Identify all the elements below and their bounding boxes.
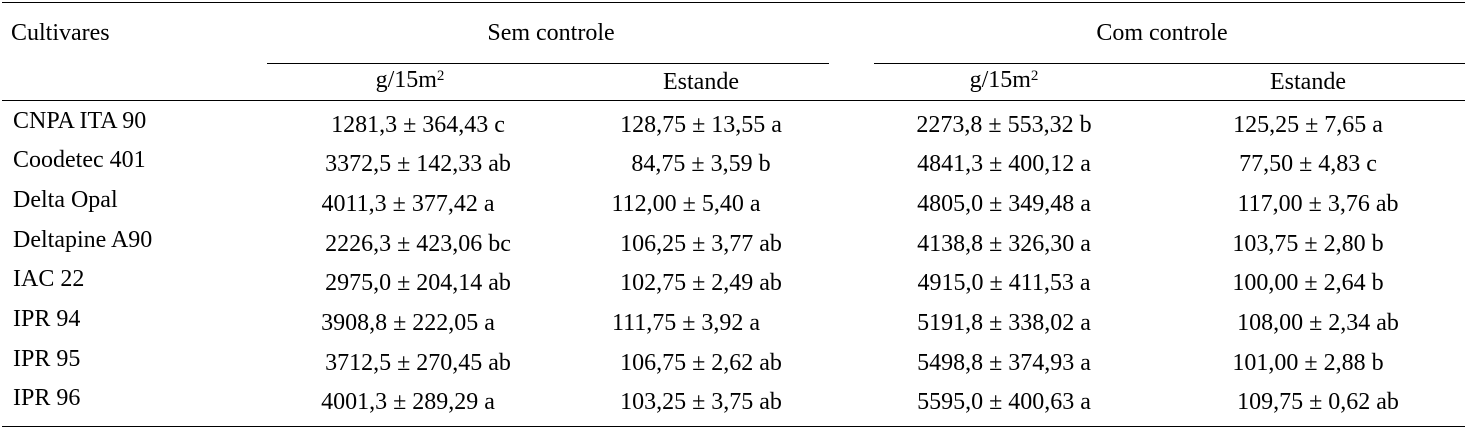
com-estande-value: 77,50 ± 4,83 c	[1239, 151, 1377, 177]
com-estande-value: 117,00 ± 3,76 ab	[1237, 191, 1399, 217]
subheader-sem-estande: Estande	[663, 69, 739, 95]
cultivar-name: Delta Opal	[13, 187, 118, 213]
sem-estande-value: 84,75 ± 3,59 b	[631, 151, 771, 177]
sem-estande-value: 112,00 ± 5,40 a	[611, 191, 761, 217]
com-estande-value: 108,00 ± 2,34 ab	[1237, 310, 1399, 336]
com-g-value: 4915,0 ± 411,53 a	[917, 270, 1091, 296]
sem-g-value: 3908,8 ± 222,05 a	[321, 310, 495, 336]
unit-base: g/15m	[375, 67, 437, 93]
com-estande-value: 109,75 ± 0,62 ab	[1237, 389, 1399, 415]
bottom-rule	[2, 426, 1465, 427]
com-g-value: 4841,3 ± 400,12 a	[917, 151, 1091, 177]
sem-g-value: 1281,3 ± 364,43 c	[331, 112, 505, 138]
header-com-controle: Com controle	[1096, 20, 1228, 46]
com-g-value: 2273,8 ± 553,32 b	[916, 112, 1092, 138]
com-g-value: 5498,8 ± 374,93 a	[917, 350, 1091, 376]
sem-g-value: 4011,3 ± 377,42 a	[321, 191, 495, 217]
group-rule-sem	[267, 63, 829, 64]
sem-g-value: 2226,3 ± 423,06 bc	[325, 231, 511, 257]
subheader-com-estande: Estande	[1270, 69, 1346, 95]
header-cultivares: Cultivares	[11, 20, 110, 46]
cultivar-name: IPR 96	[13, 385, 81, 411]
com-g-value: 4138,8 ± 326,30 a	[917, 231, 1091, 257]
unit-base: g/15m	[969, 67, 1031, 93]
com-estande-value: 103,75 ± 2,80 b	[1232, 231, 1384, 257]
group-rule-com	[874, 63, 1465, 64]
subheader-sem-g15m2	[376, 66, 445, 94]
com-g-value: 5191,8 ± 338,02 a	[917, 310, 1091, 336]
subheader-com-g15m2	[970, 66, 1039, 94]
unit-superscript: 2	[1030, 68, 1039, 84]
sem-estande-value: 128,75 ± 13,55 a	[620, 112, 782, 138]
cultivar-name: IPR 94	[13, 306, 81, 332]
sem-estande-value: 111,75 ± 3,92 a	[611, 310, 761, 336]
com-g-value: 5595,0 ± 400,63 a	[917, 389, 1091, 415]
com-estande-value: 101,00 ± 2,88 b	[1232, 350, 1384, 376]
sem-g-value: 3712,5 ± 270,45 ab	[325, 350, 511, 376]
top-rule	[2, 2, 1465, 3]
sem-g-value: 2975,0 ± 204,14 ab	[325, 270, 511, 296]
sem-g-value: 3372,5 ± 142,33 ab	[325, 151, 511, 177]
cultivar-name: IAC 22	[13, 266, 85, 292]
sem-estande-value: 103,25 ± 3,75 ab	[620, 389, 782, 415]
sem-estande-value: 106,25 ± 3,77 ab	[620, 231, 782, 257]
sem-estande-value: 102,75 ± 2,49 ab	[620, 270, 782, 296]
sem-g-value: 4001,3 ± 289,29 a	[321, 389, 495, 415]
cultivar-name: Deltapine A90	[13, 227, 153, 253]
com-g-value: 4805,0 ± 349,48 a	[917, 191, 1091, 217]
header-sem-controle: Sem controle	[487, 20, 615, 46]
header-bottom-rule	[2, 100, 1465, 101]
cultivar-name: CNPA ITA 90	[13, 108, 147, 134]
com-estande-value: 100,00 ± 2,64 b	[1232, 270, 1384, 296]
cultivar-name: Coodetec 401	[13, 147, 146, 173]
sem-estande-value: 106,75 ± 2,62 ab	[620, 350, 782, 376]
cultivar-name: IPR 95	[13, 346, 81, 372]
com-estande-value: 125,25 ± 7,65 a	[1233, 112, 1383, 138]
unit-superscript: 2	[436, 68, 445, 84]
